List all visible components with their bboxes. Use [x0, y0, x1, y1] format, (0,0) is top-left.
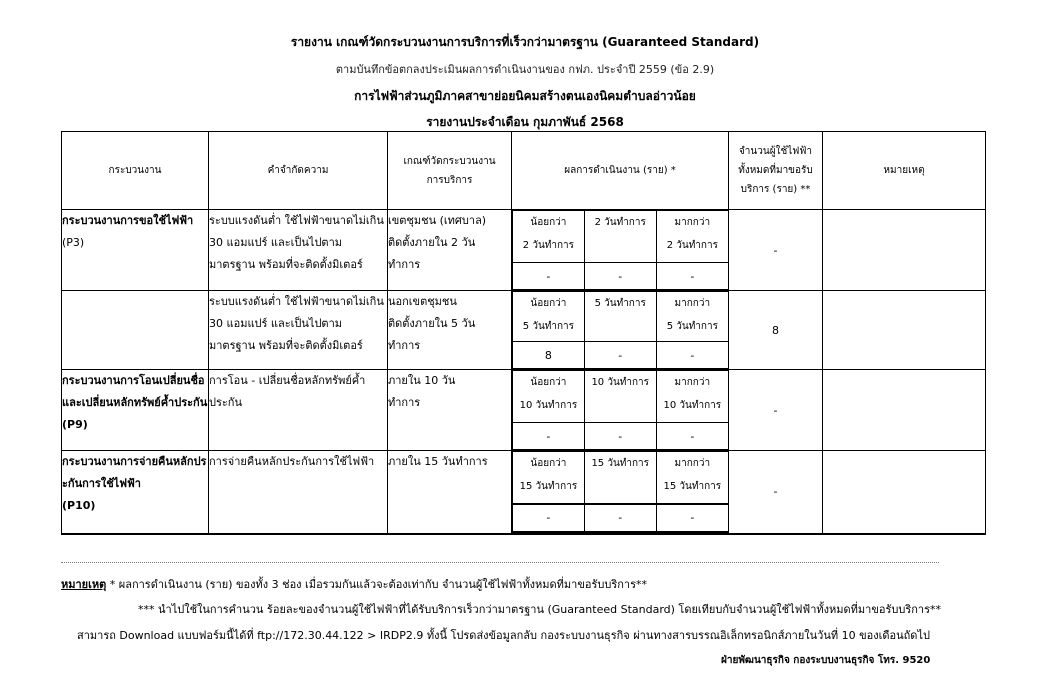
- result-subtable: [512, 210, 728, 290]
- criteria-line: ติดตั้งภายใน 5 วัน: [388, 317, 476, 330]
- table-row: [62, 451, 986, 534]
- col-header-criteria-l2: การบริการ: [426, 174, 473, 186]
- result-header-line: น้อยกว่า: [530, 217, 567, 228]
- process-code: (P10): [62, 499, 96, 512]
- result-cell: [512, 210, 729, 291]
- result-subtable: [512, 370, 728, 450]
- result-header-below: [513, 452, 585, 504]
- report-subtitle: ตามบันทึกข้อตกลงประเมินผลการดำเนินงานของ กฟภ. ประจำปี 2559 (ข้อ 2.9): [335, 63, 715, 76]
- process-code: (P3): [62, 236, 85, 249]
- definition-line: มาตรฐาน พร้อมที่จะติดตั้งมิเตอร์: [209, 339, 363, 352]
- office-name: การไฟฟ้าส่วนภูมิภาคสาขาย่อยนิคมสร้างตนเองนิคมตำบลอ่าวน้อย: [354, 89, 696, 103]
- criteria-line: ทำการ: [388, 258, 421, 271]
- result-subtable: [512, 291, 728, 369]
- definition-cell: [209, 291, 388, 370]
- col-header-criteria: [388, 132, 512, 210]
- definition-line: 30 แอมแปร์ และเป็นไปตาม: [209, 236, 343, 249]
- total-cell: -: [729, 451, 823, 534]
- process-cell: [62, 210, 209, 291]
- result-header-line: น้อยกว่า: [530, 377, 567, 388]
- result-header-line: น้อยกว่า: [530, 458, 567, 469]
- result-value-above: -: [656, 423, 728, 450]
- result-header-line: 5 วันทำการ: [666, 321, 718, 332]
- table-row: [62, 210, 986, 291]
- col-header-result: ผลการดำเนินงาน (ราย) *: [512, 132, 729, 210]
- criteria-cell: [388, 451, 512, 534]
- criteria-line: นอกเขตชุมชน: [388, 295, 457, 308]
- result-value-equal: -: [584, 423, 656, 450]
- result-header-above: [656, 452, 728, 504]
- col-header-total-l3: บริการ (ราย) **: [740, 184, 811, 195]
- result-header-line: มากกว่า: [674, 458, 711, 469]
- result-header-below: [513, 371, 585, 423]
- result-subtable: [512, 451, 728, 533]
- total-cell: -: [729, 210, 823, 291]
- result-value-above: -: [656, 504, 728, 532]
- col-header-definition: คำจำกัดความ: [209, 132, 388, 210]
- result-header-line: 5 วันทำการ: [594, 298, 646, 309]
- result-header-line: 2 วันทำการ: [522, 240, 575, 251]
- process-cell: [62, 370, 209, 451]
- total-cell: 8: [729, 291, 823, 370]
- definition-line: ระบบแรงดันต่ำ ใช้ไฟฟ้าขนาดไม่เกิน: [209, 295, 384, 308]
- process-cell: [62, 451, 209, 534]
- criteria-line: ภายใน 10 วัน: [388, 374, 456, 387]
- result-header-line: 10 วันทำการ: [663, 400, 722, 411]
- col-header-total-l2: ทั้งหมดที่มาขอรับ: [738, 165, 813, 176]
- process-name: กระบวนงานการขอใช้ไฟฟ้า: [62, 214, 194, 227]
- col-header-total: [729, 132, 823, 210]
- result-value-below: 8: [513, 342, 585, 369]
- remark-cell: [823, 210, 986, 291]
- note-line-1: [61, 575, 647, 593]
- definition-cell: [209, 370, 388, 451]
- result-header-equal: [584, 292, 656, 342]
- result-header-above: [656, 371, 728, 423]
- definition-line: ประกัน: [209, 396, 242, 409]
- table-header-row: [62, 132, 986, 210]
- note-line-2: *** นำไปใช้ในการคำนวน ร้อยละของจำนวนผู้ใช้ไฟฟ้าที่ได้รับบริการเร็วกว่ามาตรฐาน (Guaranteed Standard) โดยเทียบกับจำนวนผู้ใช้ไฟฟ้าทั้งหมดที่มาขอรับบริการ**: [138, 603, 941, 616]
- result-value-equal: -: [584, 263, 656, 290]
- col-header-total-l1: จำนวนผู้ใช้ไฟฟ้า: [738, 146, 813, 157]
- remark-cell: [823, 370, 986, 451]
- criteria-line: ทำการ: [388, 396, 421, 409]
- process-code: (P9): [62, 418, 88, 431]
- result-header-above: [656, 292, 728, 342]
- result-value-equal: -: [584, 342, 656, 369]
- note-line-3: สามารถ Download แบบฟอร์มนี้ได้ที่ ftp://172.30.44.122 > IRDP2.9 ทั้งนี้ โปรดส่งข้อมูลกลับ กองระบบงานธุรกิจ ผ่านทางสารบรรณอิเล็กทรอนิกส์ภายในวันที่ 10 ของเดือนถัดไป: [77, 629, 930, 642]
- result-cell: [512, 370, 729, 451]
- process-cell: [62, 291, 209, 370]
- result-header-below: [513, 292, 585, 342]
- result-header-line: 10 วันทำการ: [519, 400, 578, 411]
- result-value-above: -: [656, 263, 728, 290]
- definition-cell: [209, 210, 388, 291]
- criteria-line: ภายใน 15 วันทำการ: [388, 455, 488, 468]
- process-name: กระบวนงานการจ่ายคืนหลักประกันการใช้ไฟฟ้า: [62, 455, 207, 490]
- criteria-line: ติดตั้งภายใน 2 วัน: [388, 236, 476, 249]
- definition-line: มาตรฐาน พร้อมที่จะติดตั้งมิเตอร์: [209, 258, 363, 271]
- definition-cell: [209, 451, 388, 534]
- remark-cell: [823, 451, 986, 534]
- result-value-above: -: [656, 342, 728, 369]
- definition-line: ระบบแรงดันต่ำ ใช้ไฟฟ้าขนาดไม่เกิน: [209, 214, 384, 227]
- result-header-equal: [584, 371, 656, 423]
- table-row: [62, 291, 986, 370]
- result-header-line: 10 วันทำการ: [591, 377, 650, 388]
- criteria-cell: [388, 291, 512, 370]
- note-text-1: * ผลการดำเนินงาน (ราย) ของทั้ง 3 ช่อง เมื่อรวมกันแล้วจะต้องเท่ากับ จำนวนผู้ใช้ไฟฟ้าทั้งหมดที่มาขอรับบริการ**: [109, 578, 647, 591]
- report-table: [61, 131, 986, 535]
- result-value-below: -: [513, 263, 585, 290]
- report-period: รายงานประจำเดือน กุมภาพันธ์ 2568: [426, 115, 624, 129]
- table-row: [62, 370, 986, 451]
- result-header-above: [656, 211, 728, 263]
- result-header-line: 15 วันทำการ: [519, 481, 578, 492]
- definition-line: 30 แอมแปร์ และเป็นไปตาม: [209, 317, 343, 330]
- definition-line: การโอน - เปลี่ยนชื่อหลักทรัพย์ค้ำ: [209, 374, 366, 387]
- result-value-below: -: [513, 423, 585, 450]
- note-label: หมายเหตุ: [61, 578, 107, 591]
- result-header-line: มากกว่า: [674, 377, 711, 388]
- result-header-line: 5 วันทำการ: [522, 321, 575, 332]
- result-header-line: มากกว่า: [674, 298, 711, 309]
- dotted-separator: [61, 562, 939, 563]
- result-cell: [512, 291, 729, 370]
- result-header-line: 15 วันทำการ: [663, 481, 722, 492]
- col-header-remark: หมายเหตุ: [823, 132, 986, 210]
- result-cell: [512, 451, 729, 534]
- definition-line: การจ่ายคืนหลักประกันการใช้ไฟฟ้า: [209, 455, 375, 468]
- result-header-line: น้อยกว่า: [530, 298, 567, 309]
- col-header-process: กระบวนงาน: [62, 132, 209, 210]
- result-header-equal: [584, 211, 656, 263]
- result-value-equal: -: [584, 504, 656, 532]
- result-header-below: [513, 211, 585, 263]
- result-header-line: 15 วันทำการ: [591, 458, 650, 469]
- result-header-line: มากกว่า: [674, 217, 711, 228]
- result-header-equal: [584, 452, 656, 504]
- criteria-line: ทำการ: [388, 339, 421, 352]
- result-value-below: -: [513, 504, 585, 532]
- criteria-line: เขตชุมชน (เทศบาล): [388, 214, 487, 227]
- col-header-criteria-l1: เกณฑ์วัดกระบวนงาน: [403, 155, 496, 167]
- remark-cell: [823, 291, 986, 370]
- signature: ฝ่ายพัฒนาธุรกิจ กองระบบงานธุรกิจ โทร. 9520: [721, 655, 931, 666]
- process-name: กระบวนงานการโอนเปลี่ยนชื่อและเปลี่ยนหลักทรัพย์ค้ำประกัน: [62, 374, 208, 409]
- result-header-line: 2 วันทำการ: [594, 217, 646, 228]
- report-title: รายงาน เกณฑ์วัดกระบวนงานการบริการที่เร็วกว่ามาตรฐาน (Guaranteed Standard): [290, 35, 760, 49]
- result-header-line: 2 วันทำการ: [666, 240, 718, 251]
- criteria-cell: [388, 370, 512, 451]
- total-cell: -: [729, 370, 823, 451]
- criteria-cell: [388, 210, 512, 291]
